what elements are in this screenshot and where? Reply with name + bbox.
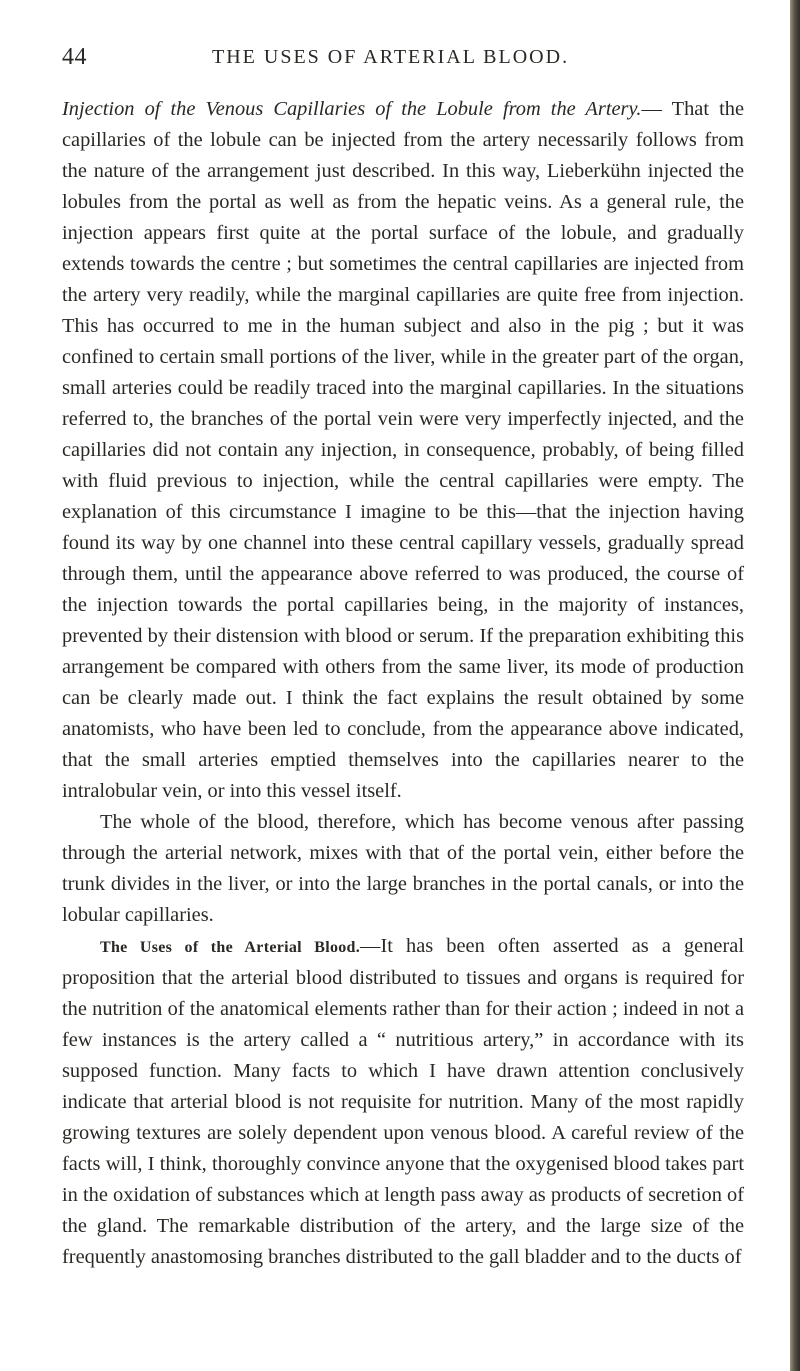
paragraph-text: It has been often asserted as a general proposition that the arterial blood distributed to tissues and organs is required for the nutrition of the anatomical elements rather than for their action ; indeed in not a few instances is the artery called a “ nutritious artery,” in accordance with its supposed function. Many facts to which I have drawn attention conclusively indicate that arterial blood is not requisite for nutrition. Many of the most rapidly growing textures are solely dependent upon venous blood. A careful review of the facts will, I think, thoroughly convince anyone that the oxygenised blood takes part in the oxidation of substances which at length pass away as products of secretion of the gland. The remarkable distribution of the artery, and the large size of the frequently anastomosing branches distributed to the gall bladder and to the ducts of: [62, 935, 744, 1268]
paragraph: [62, 807, 744, 931]
heading-dash: —: [641, 98, 662, 120]
paragraph-text: That the capillaries of the lobule can be injected from the artery necessarily follows from the nature of the arrangement just described. In this way, Lieberkühn injected the lobules from the portal as well as from the hepatic veins. As a general rule, the injection appears first quite at the portal surface of the lobule, and gradually extends towards the centre ; but sometimes the central capillaries are injected from the artery very readily, while the marginal capillaries are quite free from injection. This has occurred to me in the human subject and also in the pig ; but it was confined to certain small portions of the liver, while in the greater part of the organ, small arteries could be readily traced into the marginal capillaries. In the situations referred to, the branches of the portal vein were very imperfectly injected, and the capillaries did not contain any injection, in consequence, probably, of being filled with fluid previous to injection, while the central capillaries were empty. The explanation of this circumstance I imagine to be this—that the injection having found its way by one channel into these central capillary vessels, gradually spread through them, until the appearance above referred to was produced, the course of the injection towards the portal capillaries being, in the majority of instances, prevented by their distension with blood or serum. If the preparation exhibiting this arrangement be compared with others from the same liver, its mode of production can be clearly made out. I think the fact explains the result obtained by some anatomists, who have been led to conclude, from the appearance above indicated, that the small arteries emptied themselves into the capillaries nearer to the intralobular vein, or into this vessel itself.: [62, 98, 744, 802]
section-heading-arterial-blood: The Uses of the Arterial Blood.: [100, 939, 361, 956]
heading-dash: —: [360, 935, 381, 957]
body-text: [62, 94, 744, 1273]
page-header: [62, 44, 752, 74]
paragraph: [62, 94, 744, 807]
page-number: 44: [62, 44, 87, 70]
section-heading-injection: Injection of the Venous Capillaries of the Lobule from the Artery.: [62, 98, 642, 120]
page-edge: [790, 0, 800, 1371]
paragraph: [62, 931, 744, 1273]
paragraph-text: The whole of the blood, therefore, which has become venous after passing through the arterial network, mixes with that of the portal vein, either before the trunk divides in the liver, or into the large branches in the portal canals, or into the lobular capillaries.: [62, 811, 744, 926]
running-head: THE USES OF ARTERIAL BLOOD.: [212, 46, 570, 68]
